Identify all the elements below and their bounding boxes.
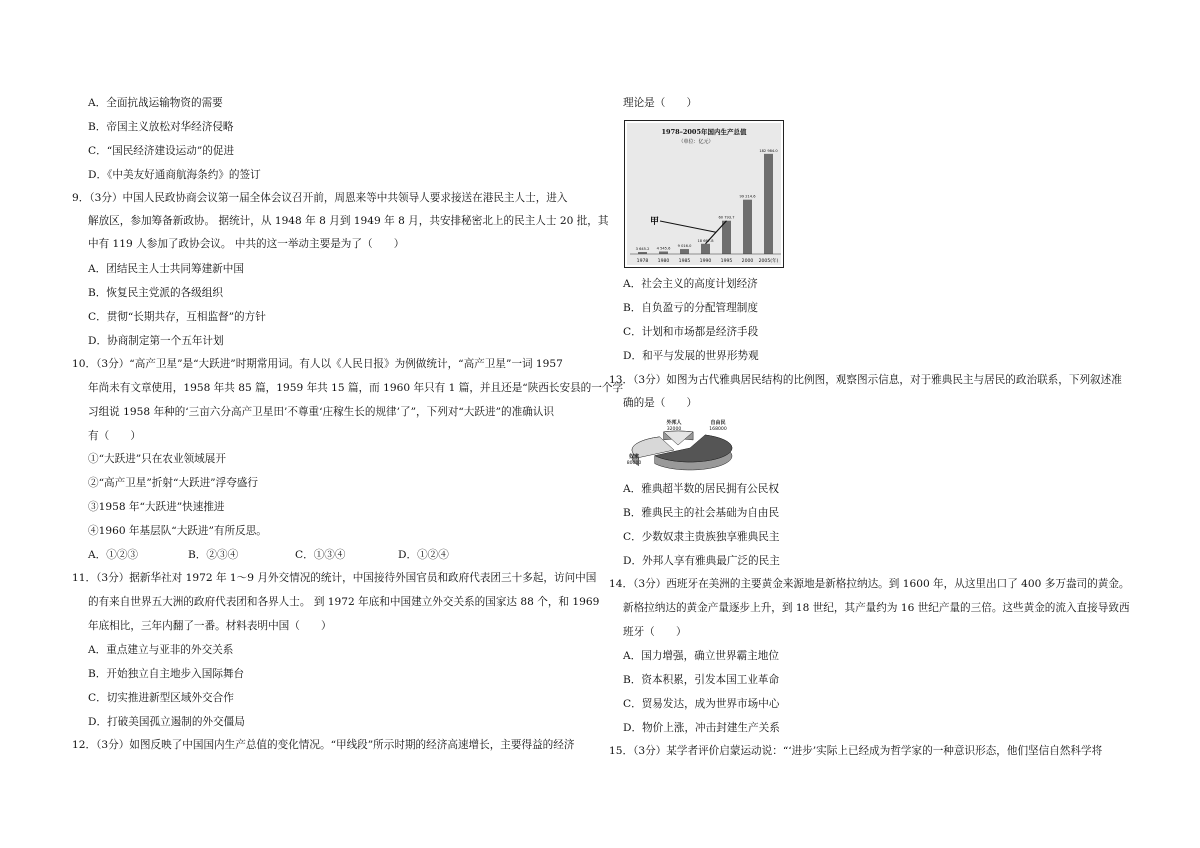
- q13-option-c: C．少数奴隶主贵族独享雅典民主: [623, 531, 780, 543]
- pie-label-2: 奴隶: [628, 454, 640, 460]
- q10-statement-2: ②“高产卫星”折射“大跃进”浮夸盛行: [88, 477, 258, 489]
- q10-statement-4: ④1960 年基层队“大跃进”有所反思。: [88, 525, 267, 537]
- q10-stem-line1: 10．（3分）“高产卫星”是“大跃进”时期常用词。有人以《人民日报》为例做统计，“高产卫星”一词 1957: [72, 358, 563, 370]
- q9-stem-line2: 解放区，参加筹备新政协。 据统计，从 1948 年 8 月到 1949 年 8 月，共安排秘密北上的民主人士 20 批，其: [88, 215, 609, 227]
- q12-option-c: C．计划和市场都是经济手段: [623, 326, 759, 338]
- gdp-x-tick-5: 2000: [741, 259, 754, 264]
- q12-option-d: D．和平与发展的世界形势观: [623, 350, 759, 362]
- q9-option-d: D．协商制定第一个五年计划: [88, 335, 224, 347]
- q9-option-c: C．贯彻“长期共存，互相监督”的方针: [88, 311, 266, 323]
- q9-option-a: A．团结民主人士共同筹建新中国: [88, 263, 244, 275]
- gdp-value-label-3: 18 667.8: [697, 238, 714, 243]
- q12-stem-line1: 12．（3分）如图反映了中国国内生产总值的变化情况。“甲线段”所示时期的经济高速增长，主要得益的经济: [72, 739, 575, 751]
- q13-stem-line1: 13．（3分）如图为古代雅典居民结构的比例图，观察图示信息，对于雅典民主与居民的政治联系，下列叙述准: [609, 374, 1122, 386]
- q11-stem-line3: 年底相比，三年内翻了一番。材料表明中国（ ）: [88, 620, 332, 632]
- gdp-bar-1: [659, 252, 668, 254]
- gdp-value-label-6: 182 984.0: [759, 148, 778, 153]
- q14-stem-line1: 14．（3分）西班牙在美洲的主要黄金来源地是新格拉纳达。到 1600 年，从这里出口了 400 多万盎司的黄金。: [609, 578, 1130, 590]
- gdp-bar-5: [743, 200, 752, 254]
- gdp-value-label-2: 9 016.0: [677, 244, 692, 249]
- pie-value-label-0: 32000: [666, 427, 682, 432]
- q9-stem-line3: 中有 119 人参加了政协会议。 中共的这一举动主要是为了（ ）: [88, 238, 405, 250]
- q10-option-d: D．①②④: [398, 549, 449, 561]
- q14-option-a: A．国力增强，确立世界霸主地位: [623, 650, 779, 662]
- gdp-value-label-0: 3 645.2: [635, 247, 650, 252]
- q8-option-b: B．帝国主义放松对华经济侵略: [88, 121, 234, 133]
- q10-option-b: B．②③④: [188, 549, 239, 561]
- q11-option-a: A．重点建立与亚非的外交关系: [88, 644, 234, 656]
- gdp-x-tick-0: 1978: [636, 259, 649, 264]
- q13-option-b: B．雅典民主的社会基础为自由民: [623, 507, 780, 519]
- q10-stem-line4: 有（ ）: [88, 430, 141, 442]
- q14-option-c: C．贸易发达，成为世界市场中心: [623, 698, 780, 710]
- q11-stem-line2: 的有来自世界五大洲的政府代表团和各界人士。 到 1972 年底和中国建立外交关系的国家达 88 个，和 1969: [88, 596, 600, 608]
- gdp-bar-6: [764, 154, 773, 254]
- pie-value-label-1: 168000: [709, 427, 727, 432]
- q14-stem-line3: 班牙（ ）: [623, 626, 687, 638]
- athens-population-pie-chart: [622, 418, 746, 474]
- gdp-value-label-1: 4 545.6: [656, 246, 671, 251]
- pie-label-0: 外邦人: [666, 420, 682, 426]
- q14-option-b: B．资本积累，引发本国工业革命: [623, 674, 780, 686]
- chart-title: 1978–2005年国内生产总值: [661, 128, 747, 136]
- gdp-x-tick-3: 1990: [699, 259, 712, 264]
- q14-option-d: D．物价上涨，冲击封建生产关系: [623, 722, 780, 734]
- q10-statement-1: ①“大跃进”只在农业领域展开: [88, 453, 226, 465]
- pie-value-label-2: 80000: [626, 461, 642, 466]
- q12-option-b: B．自负盈亏的分配管理制度: [623, 302, 758, 314]
- gdp-bar-3: [701, 244, 710, 254]
- q13-option-d: D．外邦人享有雅典最广泛的民主: [623, 555, 780, 567]
- q9-option-b: B．恢复民主党派的各级组织: [88, 287, 223, 299]
- q8-option-a: A．全面抗战运输物资的需要: [88, 97, 223, 109]
- chart-subtitle: （单位：亿元）: [678, 139, 714, 145]
- gdp-value-label-5: 99 214.6: [739, 194, 756, 199]
- q8-option-c: C．“国民经济建设运动”的促进: [88, 145, 235, 157]
- gdp-x-tick-6: 2005(年): [758, 259, 779, 264]
- q10-option-c: C．①③④: [295, 549, 346, 561]
- q13-stem-line2: 确的是（ ）: [623, 397, 698, 409]
- q10-option-a: A．①②③: [88, 549, 139, 561]
- q13-option-a: A．雅典超半数的居民拥有公民权: [623, 483, 779, 495]
- gdp-bar-2: [680, 249, 689, 254]
- q12-option-a: A．社会主义的高度计划经济: [623, 278, 758, 290]
- gdp-x-tick-1: 1980: [657, 259, 670, 264]
- gdp-bar-chart: [624, 120, 784, 268]
- gdp-x-tick-2: 1985: [678, 259, 691, 264]
- q10-statement-3: ③1958 年“大跃进”快速推进: [88, 501, 225, 513]
- q11-stem-line1: 11．（3分）据新华社对 1972 年 1～9 月外交情况的统计，中国接待外国官员和政府代表团三十多起，访问中国: [72, 572, 597, 584]
- q11-option-b: B．开始独立自主地步入国际舞台: [88, 668, 245, 680]
- q11-option-d: D．打破美国孤立遏制的外交僵局: [88, 716, 245, 728]
- gdp-bar-4: [722, 221, 731, 254]
- gdp-x-tick-4: 1995: [720, 259, 733, 264]
- q10-stem-line2: 年尚未有文章使用，1958 年共 85 篇，1959 年共 15 篇，而 1960 年只有 1 篇，并且还是“陕西长安县的一个学: [88, 382, 624, 394]
- q12-stem-line2: 理论是（ ）: [623, 97, 698, 109]
- gdp-value-label-4: 60 793.7: [718, 215, 735, 220]
- pie-label-1: 自由民: [710, 420, 726, 426]
- q11-option-c: C．切实推进新型区域外交合作: [88, 692, 234, 704]
- q15-stem-line1: 15．（3分）某学者评价启蒙运动说：“‘进步’实际上已经成为哲学家的一种意识形态，他们坚信自然科学将: [609, 745, 1103, 757]
- q8-option-d: D．《中美友好通商航海条约》的签订: [88, 169, 261, 181]
- q10-stem-line3: 习组说 1958 年种的‘三亩六分高产卫星田’不尊重‘庄稼生长的规律’了”，下列对“大跃进”的准确认识: [88, 406, 554, 418]
- q9-stem-line1: 9．（3分）中国人民政协商会议第一届全体会议召开前，周恩来等中共领导人要求接送在港民主人士，进入: [72, 192, 568, 204]
- jia-annotation: 甲: [650, 217, 660, 227]
- q14-stem-line2: 新格拉纳达的黄金产量逐步上升，到 18 世纪，其产量约为 16 世纪产量的三倍。这些黄金的流入直接导致西: [623, 602, 1130, 614]
